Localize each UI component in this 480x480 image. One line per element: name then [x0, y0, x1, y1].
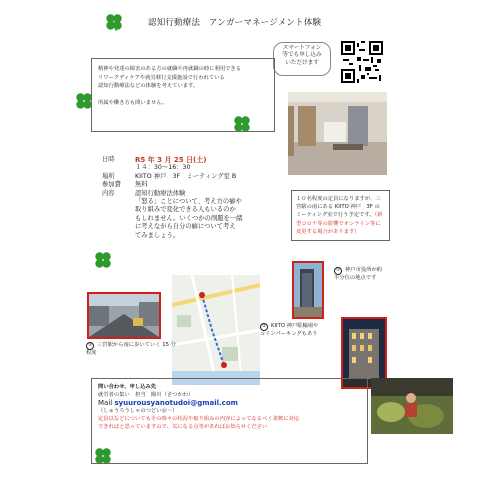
- venue-note: [291, 190, 390, 241]
- label-number: ③: [87, 343, 93, 348]
- content-line: に考えながら自分の癖について考え: [135, 223, 236, 231]
- contact-heading: 問い合わせ、申し込み先: [98, 384, 157, 390]
- label-text: 神戸市役所が約半分位の地点です: [334, 267, 383, 281]
- label-number: ②: [261, 324, 267, 329]
- mail-address-link[interactable]: syuurousyanotudoi@gmail.com: [114, 399, 238, 407]
- contact-box: [91, 378, 368, 464]
- contact-note-line: 定員以などについてもその時々の状況や取り組みの内容によってなるべく柔軟に対応: [98, 416, 300, 422]
- contact-note-line: できればと思っていますので、気になる点等があればお知らせください: [98, 424, 268, 430]
- intro-line: [98, 91, 268, 99]
- content-label: 内容: [102, 189, 115, 197]
- event-time: １４：30〜16：30: [135, 164, 191, 172]
- activity-photo: [371, 378, 453, 434]
- event-date: R5 年 3 月 25 日(土): [135, 156, 207, 164]
- venue-note-warning: （新型コロナ等の影響でオンライン等に変更する場合があります）: [296, 212, 383, 235]
- content-line: てみましょう。: [135, 231, 180, 239]
- bubble-line: 等でも申し込み: [282, 52, 322, 59]
- content-line: 「怒る」ことについて、考え方の癖や: [135, 198, 242, 206]
- meeting-room-photo: [288, 92, 387, 175]
- intro-line: 精神や発達の障害のある方の就職や再就職の時に利用できる: [98, 66, 242, 72]
- event-place: KIITO 神戸 3F ミーティング室 B: [135, 172, 237, 180]
- event-info: [102, 156, 282, 240]
- label-text: KIITO 神戸駐輪場やコインパーキングもあり: [260, 323, 319, 337]
- intro-line: 認知行動療法などの体験を考えています。: [98, 83, 199, 90]
- intro-box: [91, 58, 275, 132]
- clover-icon: [93, 250, 113, 270]
- date-label: 日時: [102, 156, 115, 163]
- label-walk: [86, 342, 178, 358]
- venue-note-text: １０名程度の定員になりますが、三宮駅の南にある KIITO 神戸 3F のミーティング室で行う予定です。: [296, 196, 381, 219]
- area-map: [172, 275, 260, 385]
- label-text: 三宮駅から南に歩いていく 15 分程度: [86, 342, 176, 356]
- content-line: 取り組みで変化できる人もいるのか: [135, 206, 236, 214]
- label-kiito: [260, 323, 322, 339]
- city-hall-photo: [292, 261, 324, 319]
- intro-line: リワークディケアや就労移行支援施設で行われている: [98, 74, 225, 81]
- clover-icon: [104, 12, 124, 32]
- page-title: 認知行動療法 アンガーマネージメント体験: [148, 18, 322, 28]
- qr-code[interactable]: [341, 41, 383, 83]
- contact-kana: （しゅうろうしゃのつどい＠～）: [98, 408, 178, 414]
- label-city-hall: [334, 267, 384, 283]
- street-photo: [87, 292, 161, 339]
- bubble-line: いただけます: [285, 59, 319, 66]
- mail-label: Mail: [98, 399, 113, 407]
- event-fee: 無料: [135, 181, 148, 189]
- contact-mail-row: [98, 399, 361, 407]
- bubble-line: スマートフォン: [282, 45, 322, 51]
- content-line: もしれません。いくつかの削題を一緒: [135, 214, 243, 222]
- label-number: ①: [335, 268, 341, 273]
- intro-line: 所属や働き方も問いません。: [98, 99, 168, 106]
- content-line: 認知行動療法体験: [135, 189, 186, 197]
- spacer: [102, 164, 135, 172]
- smartphone-note-bubble: [273, 42, 331, 76]
- contact-org: 就労者の集い 担当 陽川（さつかわ）: [98, 392, 194, 398]
- place-label: 場所: [102, 172, 115, 180]
- event-content: [135, 190, 282, 240]
- fee-label: 参加費: [102, 181, 121, 189]
